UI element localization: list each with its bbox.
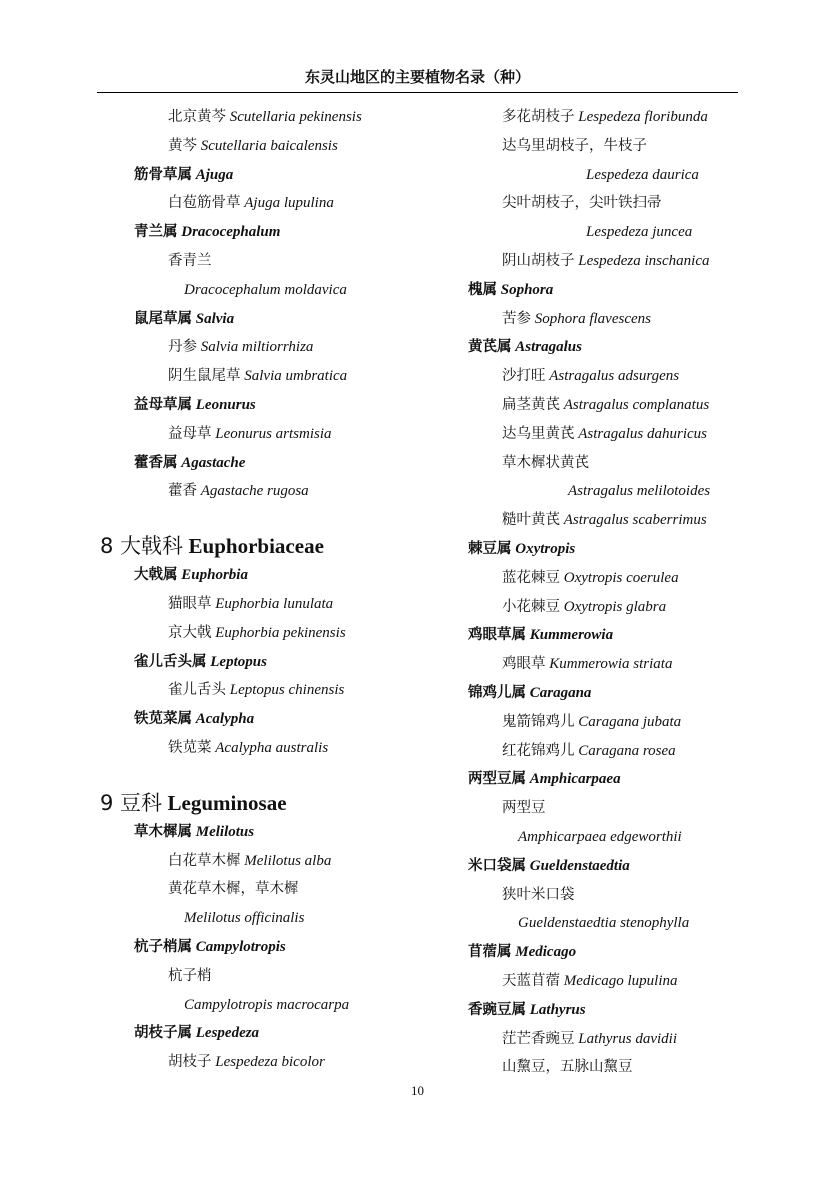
species-entry <box>468 1025 758 1054</box>
latin-name: Astragalus dahuricus <box>578 425 708 442</box>
latin-name: Leptopus chinensis <box>229 682 345 699</box>
latin-name: Agastache <box>181 454 246 471</box>
chinese-name: 小花棘豆 <box>502 598 560 615</box>
chinese-name: 8 大戟科 <box>100 534 184 559</box>
genus-entry <box>468 679 758 708</box>
chinese-name: 尖叶胡枝子，尖叶铁扫帚 <box>502 195 662 212</box>
latin-name: Lathyrus davidii <box>578 1030 678 1047</box>
latin-name: Salvia miltiorrhiza <box>200 339 314 356</box>
chinese-name: 胡枝子属 <box>134 1025 192 1042</box>
chinese-name: 鼠尾草属 <box>134 310 192 327</box>
species-entry <box>468 708 758 737</box>
latin-name: Scutellaria baicalensis <box>200 137 338 154</box>
species-name-line <box>100 247 430 276</box>
latin-name: Euphorbia <box>181 567 248 584</box>
spacer <box>100 506 430 526</box>
chinese-name: 胡枝子 <box>168 1054 212 1071</box>
latin-name: Gueldenstaedtia <box>529 857 630 874</box>
species-name-line <box>468 794 758 823</box>
chinese-name: 香青兰 <box>168 252 212 269</box>
chinese-name: 北京黄芩 <box>168 109 226 125</box>
chinese-name: 苦参 <box>502 310 531 327</box>
latin-name: Astragalus adsurgens <box>549 368 680 385</box>
species-entry <box>100 734 430 763</box>
latin-name: Lespedeza floribunda <box>578 109 708 125</box>
species-entry <box>100 333 430 362</box>
chinese-name: 杭子梢 <box>168 967 212 984</box>
genus-entry <box>100 161 430 190</box>
latin-name: Agastache rugosa <box>200 483 309 500</box>
latin-name: Leonurus artsmisia <box>215 425 332 442</box>
chinese-name: 9 豆科 <box>100 790 163 815</box>
genus-entry <box>468 535 758 564</box>
chinese-name: 猫眼草 <box>168 595 212 612</box>
latin-name: Scutellaria pekinensis <box>229 109 362 125</box>
chinese-name: 香豌豆属 <box>468 1001 526 1018</box>
latin-name: Astragalus scaberrimus <box>563 512 707 529</box>
chinese-name: 黄芪属 <box>468 339 512 356</box>
species-entry <box>100 420 430 449</box>
latin-name: Lespedeza inschanica <box>578 252 710 269</box>
latin-name: Leonurus <box>195 396 256 413</box>
latin-name: Melilotus alba <box>244 852 332 869</box>
genus-entry <box>468 938 758 967</box>
genus-entry <box>100 648 430 677</box>
species-entry <box>100 847 430 876</box>
chinese-name: 大戟属 <box>134 567 178 584</box>
latin-name: Acalypha <box>195 711 255 728</box>
latin-name: Salvia <box>195 310 235 327</box>
latin-name: Sophora <box>500 281 554 298</box>
chinese-name: 丹参 <box>168 339 197 356</box>
latin-name: Ajuga <box>195 166 234 183</box>
header-rule <box>97 92 738 93</box>
chinese-name: 白苞筋骨草 <box>168 195 241 212</box>
species-entry <box>468 967 758 996</box>
species-name-line <box>468 189 758 218</box>
species-name-line <box>100 875 430 904</box>
species-entry <box>468 103 758 132</box>
chinese-name: 阴山胡枝子 <box>502 252 575 269</box>
page-title: 东灵山地区的主要植物名录（种） <box>304 68 530 86</box>
species-entry <box>468 737 758 766</box>
latin-name-line: Melilotus officinalis <box>184 910 305 927</box>
latin-name: Campylotropis <box>195 938 286 955</box>
latin-name: Euphorbia pekinensis <box>215 624 346 641</box>
latin-name: Sophora flavescens <box>534 310 651 327</box>
latin-name: Lespedeza bicolor <box>215 1054 325 1071</box>
latin-name: Medicago <box>515 944 577 961</box>
family-heading <box>100 788 430 818</box>
chinese-name: 红花锦鸡儿 <box>502 742 575 759</box>
species-entry <box>468 362 758 391</box>
spacer <box>100 763 430 783</box>
genus-entry <box>100 391 430 420</box>
chinese-name: 藿香 <box>168 483 197 500</box>
genus-entry <box>100 933 430 962</box>
chinese-name: 锦鸡儿属 <box>468 684 526 701</box>
species-entry <box>468 506 758 535</box>
species-name-line <box>468 449 758 478</box>
species-entry <box>468 593 758 622</box>
latin-name: Lespedeza <box>195 1025 260 1042</box>
latin-name: Amphicarpaea <box>529 771 621 788</box>
genus-entry <box>468 276 758 305</box>
chinese-name: 两型豆属 <box>468 771 526 788</box>
species-entry <box>468 391 758 420</box>
species-entry <box>100 590 430 619</box>
latin-name: Astragalus <box>515 339 582 356</box>
latin-name-line: Lespedeza daurica <box>586 166 699 183</box>
species-entry <box>468 420 758 449</box>
chinese-name: 筋骨草属 <box>134 166 192 183</box>
latin-name: Acalypha australis <box>215 739 329 756</box>
chinese-name: 雀儿舌头 <box>168 682 226 699</box>
chinese-name: 益母草属 <box>134 396 192 413</box>
chinese-name: 鸡眼草 <box>502 656 546 673</box>
chinese-name: 雀儿舌头属 <box>134 653 207 670</box>
latin-name-line: Amphicarpaea edgeworthii <box>518 828 682 845</box>
chinese-name: 藿香属 <box>134 454 178 471</box>
chinese-name: 蓝花棘豆 <box>502 569 560 586</box>
species-entry <box>100 1048 430 1077</box>
latin-name: Lathyrus <box>529 1001 586 1018</box>
latin-name: Caragana rosea <box>578 742 676 759</box>
chinese-name: 黄芩 <box>168 137 197 154</box>
chinese-name: 黄花草木樨，草木樨 <box>168 881 299 898</box>
latin-name: Euphorbia lunulata <box>215 595 334 612</box>
latin-name-line: Dracocephalum moldavica <box>184 281 347 298</box>
species-entry <box>100 676 430 705</box>
latin-name: Melilotus <box>195 823 255 840</box>
species-entry <box>100 132 430 161</box>
latin-name: Kummerowia <box>529 627 614 644</box>
latin-name: Astragalus complanatus <box>563 396 710 413</box>
chinese-name: 杭子梢属 <box>134 938 192 955</box>
chinese-name: 棘豆属 <box>468 540 512 557</box>
left-column <box>100 103 430 1077</box>
chinese-name: 草木樨属 <box>134 823 192 840</box>
chinese-name: 多花胡枝子 <box>502 109 575 125</box>
chinese-name: 扁茎黄芪 <box>502 396 560 413</box>
species-name-line <box>468 1053 758 1082</box>
latin-name: Oxytropis glabra <box>563 598 667 615</box>
species-name-line <box>468 132 758 161</box>
chinese-name: 草木樨状黄芪 <box>502 454 589 471</box>
species-entry <box>468 564 758 593</box>
genus-entry <box>468 621 758 650</box>
chinese-name: 鬼箭锦鸡儿 <box>502 713 575 730</box>
genus-entry <box>468 333 758 362</box>
genus-entry <box>468 852 758 881</box>
genus-entry <box>100 218 430 247</box>
species-name-line <box>100 962 430 991</box>
chinese-name: 米口袋属 <box>468 857 526 874</box>
chinese-name: 苜蓿属 <box>468 944 512 961</box>
latin-name: Leptopus <box>210 653 267 670</box>
chinese-name: 阴生鼠尾草 <box>168 368 241 385</box>
page-number: 10 <box>411 1083 424 1098</box>
latin-name: Caragana <box>529 684 592 701</box>
chinese-name: 天蓝苜蓿 <box>502 972 560 989</box>
species-name-line <box>468 881 758 910</box>
species-entry <box>100 189 430 218</box>
genus-entry <box>100 305 430 334</box>
latin-name: Oxytropis coerulea <box>563 569 679 586</box>
latin-name: Caragana jubata <box>578 713 682 730</box>
chinese-name: 糙叶黄芪 <box>502 512 560 529</box>
chinese-name: 达乌里黄芪 <box>502 425 575 442</box>
chinese-name: 铁苋菜 <box>168 739 212 756</box>
species-entry <box>100 103 430 132</box>
latin-name: Leguminosae <box>167 790 287 815</box>
latin-name-line: Lespedeza juncea <box>586 224 693 241</box>
genus-entry <box>468 996 758 1025</box>
chinese-name: 益母草 <box>168 425 212 442</box>
latin-name-line: Astragalus melilotoides <box>568 483 711 500</box>
genus-entry <box>100 561 430 590</box>
genus-entry <box>100 449 430 478</box>
chinese-name: 鸡眼草属 <box>468 627 526 644</box>
genus-entry <box>100 1019 430 1048</box>
species-entry <box>468 650 758 679</box>
latin-name: Oxytropis <box>515 540 576 557</box>
genus-entry <box>468 765 758 794</box>
species-entry <box>100 477 430 506</box>
family-heading <box>100 531 430 561</box>
latin-name: Salvia umbratica <box>244 368 348 385</box>
chinese-name: 达乌里胡枝子，牛枝子 <box>502 137 647 154</box>
species-entry <box>468 305 758 334</box>
genus-entry <box>100 705 430 734</box>
chinese-name: 青兰属 <box>134 224 178 241</box>
chinese-name: 两型豆 <box>502 800 546 817</box>
latin-name-line: Gueldenstaedtia stenophylla <box>518 915 690 932</box>
latin-name: Ajuga lupulina <box>244 195 334 212</box>
right-column <box>468 103 758 1082</box>
chinese-name: 茳芒香豌豆 <box>502 1030 575 1047</box>
chinese-name: 白花草木樨 <box>168 852 241 869</box>
genus-entry <box>100 818 430 847</box>
latin-name: Euphorbiaceae <box>188 534 324 559</box>
chinese-name: 铁苋菜属 <box>134 711 192 728</box>
latin-name: Medicago lupulina <box>563 972 678 989</box>
species-entry <box>100 619 430 648</box>
latin-name: Dracocephalum <box>181 224 281 241</box>
latin-name-line: Campylotropis macrocarpa <box>184 996 350 1013</box>
chinese-name: 山黧豆，五脉山黧豆 <box>502 1059 633 1076</box>
chinese-name: 沙打旺 <box>502 368 546 385</box>
species-entry <box>468 247 758 276</box>
chinese-name: 京大戟 <box>168 624 212 641</box>
species-entry <box>100 362 430 391</box>
latin-name: Kummerowia striata <box>549 656 673 673</box>
chinese-name: 狭叶米口袋 <box>502 886 575 903</box>
chinese-name: 槐属 <box>468 281 497 298</box>
